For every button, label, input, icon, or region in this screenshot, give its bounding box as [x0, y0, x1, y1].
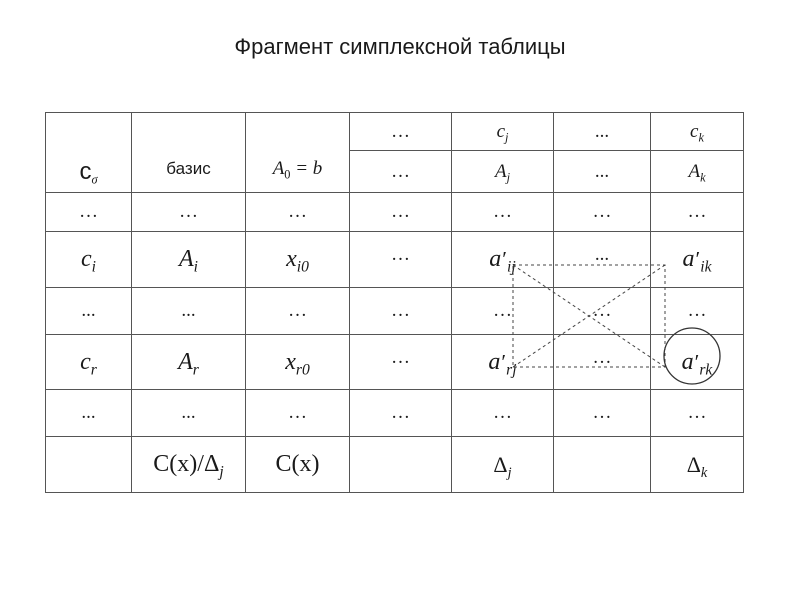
table-cell: … — [350, 193, 452, 232]
row-cr — [46, 335, 744, 390]
evaluation-row — [46, 437, 744, 493]
table-cell: … — [132, 193, 246, 232]
simplex-table — [45, 112, 744, 493]
table-cell: … — [554, 288, 651, 335]
a0-header: $A_0 = b$ — [246, 113, 350, 193]
table-cell: … — [452, 390, 554, 437]
table-cell: … — [246, 390, 350, 437]
cr-cell: $c_r$ — [46, 335, 132, 390]
table-cell: ... — [46, 288, 132, 335]
table-cell: … — [350, 390, 452, 437]
table-cell: … — [246, 193, 350, 232]
table-cell: … — [651, 288, 744, 335]
arj-cell: $a'_{rj}$ — [452, 335, 554, 390]
c-sigma-header: $c_\sigma$ — [46, 113, 132, 193]
ellipsis-row — [46, 193, 744, 232]
table-cell — [554, 437, 651, 493]
table-cell: … — [554, 193, 651, 232]
ar-cell: $A_r$ — [132, 335, 246, 390]
table-cell: ... — [132, 390, 246, 437]
basis-header: базис — [132, 113, 246, 193]
xi0-cell: $x_{i0}$ — [246, 232, 350, 288]
ellipsis-row — [46, 288, 744, 335]
header-row-1 — [46, 113, 744, 151]
table-cell: … — [452, 288, 554, 335]
table-cell — [46, 437, 132, 493]
page-title: Фрагмент симплексной таблицы — [234, 34, 566, 59]
aik-cell: $a'_{ik}$ — [651, 232, 744, 288]
delta-j-cell: $\Delta_j$ — [452, 437, 554, 493]
table-cell: … — [46, 193, 132, 232]
table-cell: ... — [46, 390, 132, 437]
table-cell: … — [350, 232, 452, 288]
delta-k-cell: $\Delta_k$ — [651, 437, 744, 493]
header-dots: … — [350, 151, 452, 193]
ellipsis-row — [46, 390, 744, 437]
table-cell: … — [554, 335, 651, 390]
cx-delta-cell: $C(x)/\Delta_j$ — [132, 437, 246, 493]
table-cell: … — [350, 288, 452, 335]
ci-cell: $c_i$ — [46, 232, 132, 288]
cx-cell: C(x) — [246, 437, 350, 493]
ak-header: $A_k$ — [651, 151, 744, 193]
table-cell: … — [651, 193, 744, 232]
row-ci — [46, 232, 744, 288]
table-cell: … — [452, 193, 554, 232]
header-dots: … — [350, 113, 452, 151]
table-cell: … — [246, 288, 350, 335]
header-dots: ... — [554, 151, 651, 193]
aij-cell: $a'_{ij}$ — [452, 232, 554, 288]
ai-cell: $A_i$ — [132, 232, 246, 288]
table-cell: ... — [554, 232, 651, 288]
table-cell — [350, 437, 452, 493]
table-cell: … — [651, 390, 744, 437]
ck-header: $c_k$ — [651, 113, 744, 151]
header-dots: ... — [554, 113, 651, 151]
table-cell: … — [350, 335, 452, 390]
ark-pivot-cell: $a'_{rk}$ — [651, 335, 744, 390]
cj-header: $c_j$ — [452, 113, 554, 151]
xr0-cell: $x_{r0}$ — [246, 335, 350, 390]
aj-header: $A_j$ — [452, 151, 554, 193]
table-cell: ... — [132, 288, 246, 335]
table-cell: … — [554, 390, 651, 437]
